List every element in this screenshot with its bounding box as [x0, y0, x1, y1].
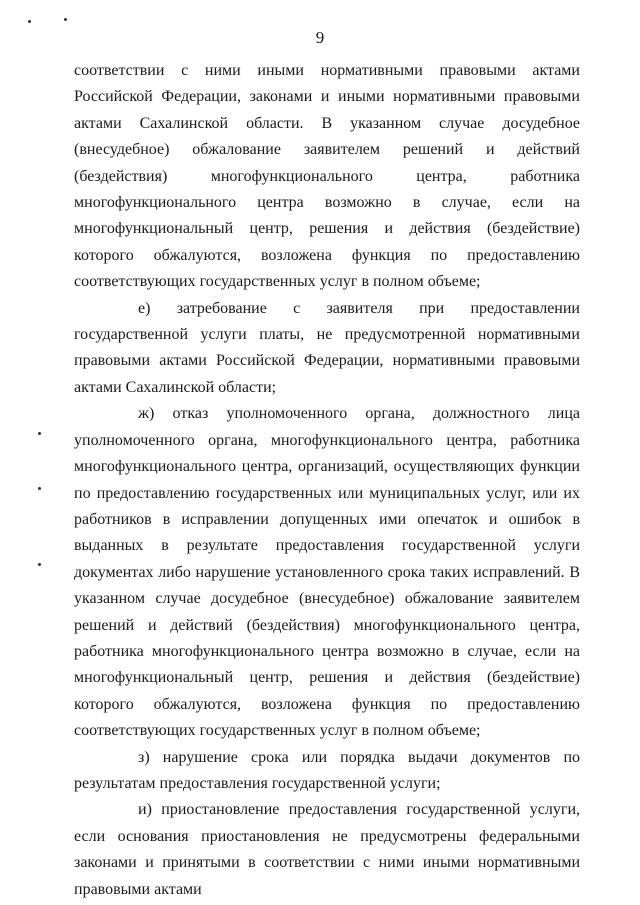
paragraph-continuation: соответствии с ними иными нормативными правовыми актами Российской Федерации, законами и иными нормативными правовыми актами Сахалинской области. В указанном случае досудебное (внесудебное) обжалование заявителем решений и действий (бездействия) многофункционального центра, работника многофункционального центра возможно в случае, если на многофункциональный центр, решения и действия (бездействие) которого обжалуются, возложена функция по предоставлению соответствующих государственных услуг в полном объеме; [74, 62, 580, 291]
scan-speck [38, 487, 41, 490]
scan-speck [38, 563, 41, 566]
body-text [74, 58, 580, 903]
paragraph-item-e: е) затребование с заявителя при предоставлении государственной услуги платы, не предусмотренной нормативными правовыми актами Российской Федерации, нормативными правовыми актами Сахалинской области; [74, 299, 580, 396]
paragraph-item-z: з) нарушение срока или порядка выдачи документов по результатам предоставления государственной услуги; [74, 748, 580, 792]
scan-speck [28, 20, 31, 23]
scan-speck [64, 18, 67, 21]
scan-speck [38, 432, 41, 435]
page-number: 9 [315, 28, 325, 47]
paragraph-item-zh: ж) отказ уполномоченного органа, должностного лица уполномоченного органа, многофункционального центра, работника многофункционального центра, организаций, осуществляющих функции по предоставлению государственных или муниципальных услуг, или их работников в исправлении допущенных ими опечаток и ошибок в выданных в результате предоставления государственной услуги документах либо нарушение установленного срока таких исправлений. В указанном случае досудебное (внесудебное) обжалование заявителем решений и действий (бездействия) многофункционального центра, работника многофункционального центра возможно в случае, если на многофункциональный центр, решения и действия (бездействие) которого обжалуются, возложена функция по предоставлению соответствующих государственных услуг в полном объеме; [74, 405, 580, 740]
paragraph-item-i: и) приостановление предоставления государственной услуги, если основания приостановления не предусмотрены федеральными законами и принятыми в соответствии с ними иными нормативными правовыми актами [74, 801, 580, 898]
